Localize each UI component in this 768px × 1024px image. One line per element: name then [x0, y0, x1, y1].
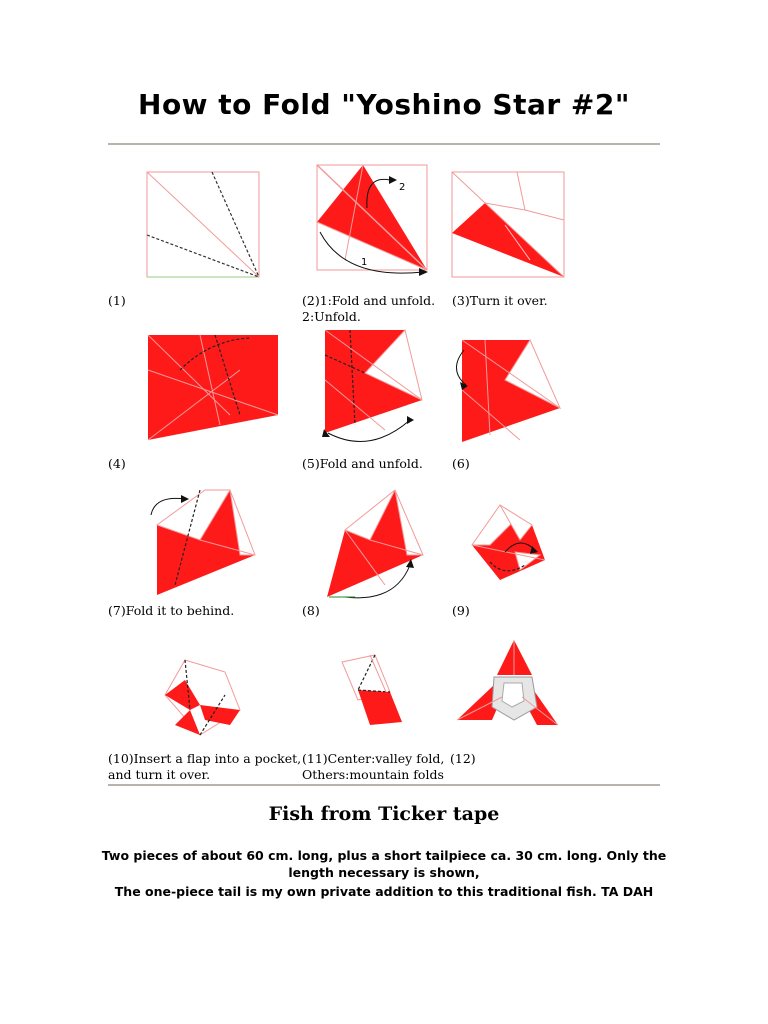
step-1-caption: (1) — [108, 293, 126, 308]
step-5-caption: (5)Fold and unfold. — [302, 456, 423, 471]
step-12-diagram — [452, 635, 602, 765]
step-3-caption: (3)Turn it over. — [452, 293, 548, 308]
top-divider — [108, 143, 660, 145]
step-3-diagram — [445, 165, 595, 295]
step-7-diagram — [145, 485, 295, 615]
step-2-caption: (2)1:Fold and unfold. 2:Unfold. — [302, 293, 436, 324]
bottom-divider — [108, 784, 660, 786]
step-2-diagram — [305, 160, 455, 290]
arrow-label-1: 1 — [361, 257, 368, 268]
step-8-caption: (8) — [302, 603, 320, 618]
step-9-diagram — [460, 490, 610, 620]
step-9-caption: (9) — [452, 603, 470, 618]
step-7-caption: (7)Fold it to behind. — [108, 603, 235, 618]
page-title: How to Fold "Yoshino Star #2" — [138, 88, 630, 121]
arrow-label-2: 2 — [399, 182, 406, 193]
section-text-2: The one-piece tail is my own private addition to this traditional fish. TA DAH — [114, 884, 654, 899]
step-11-caption: (11)Center:valley fold, Others:mountain folds — [302, 751, 445, 782]
section-text-1: Two pieces of about 60 cm. long, plus a short tailpiece ca. 30 cm. long. Only the length necessary is shown, — [101, 848, 667, 880]
step-1-diagram — [140, 165, 290, 295]
step-4-diagram — [140, 330, 290, 460]
step-8-diagram — [315, 485, 465, 615]
step-6-caption: (6) — [452, 456, 470, 471]
step-12-caption: (12) — [450, 751, 476, 766]
step-10-caption: (10)Insert a flap into a pocket, and turn it over. — [108, 751, 302, 782]
section-title: Fish from Ticker tape — [268, 803, 500, 825]
step-5-diagram — [310, 325, 460, 455]
step-6-diagram — [450, 330, 600, 460]
step-4-caption: (4) — [108, 456, 126, 471]
